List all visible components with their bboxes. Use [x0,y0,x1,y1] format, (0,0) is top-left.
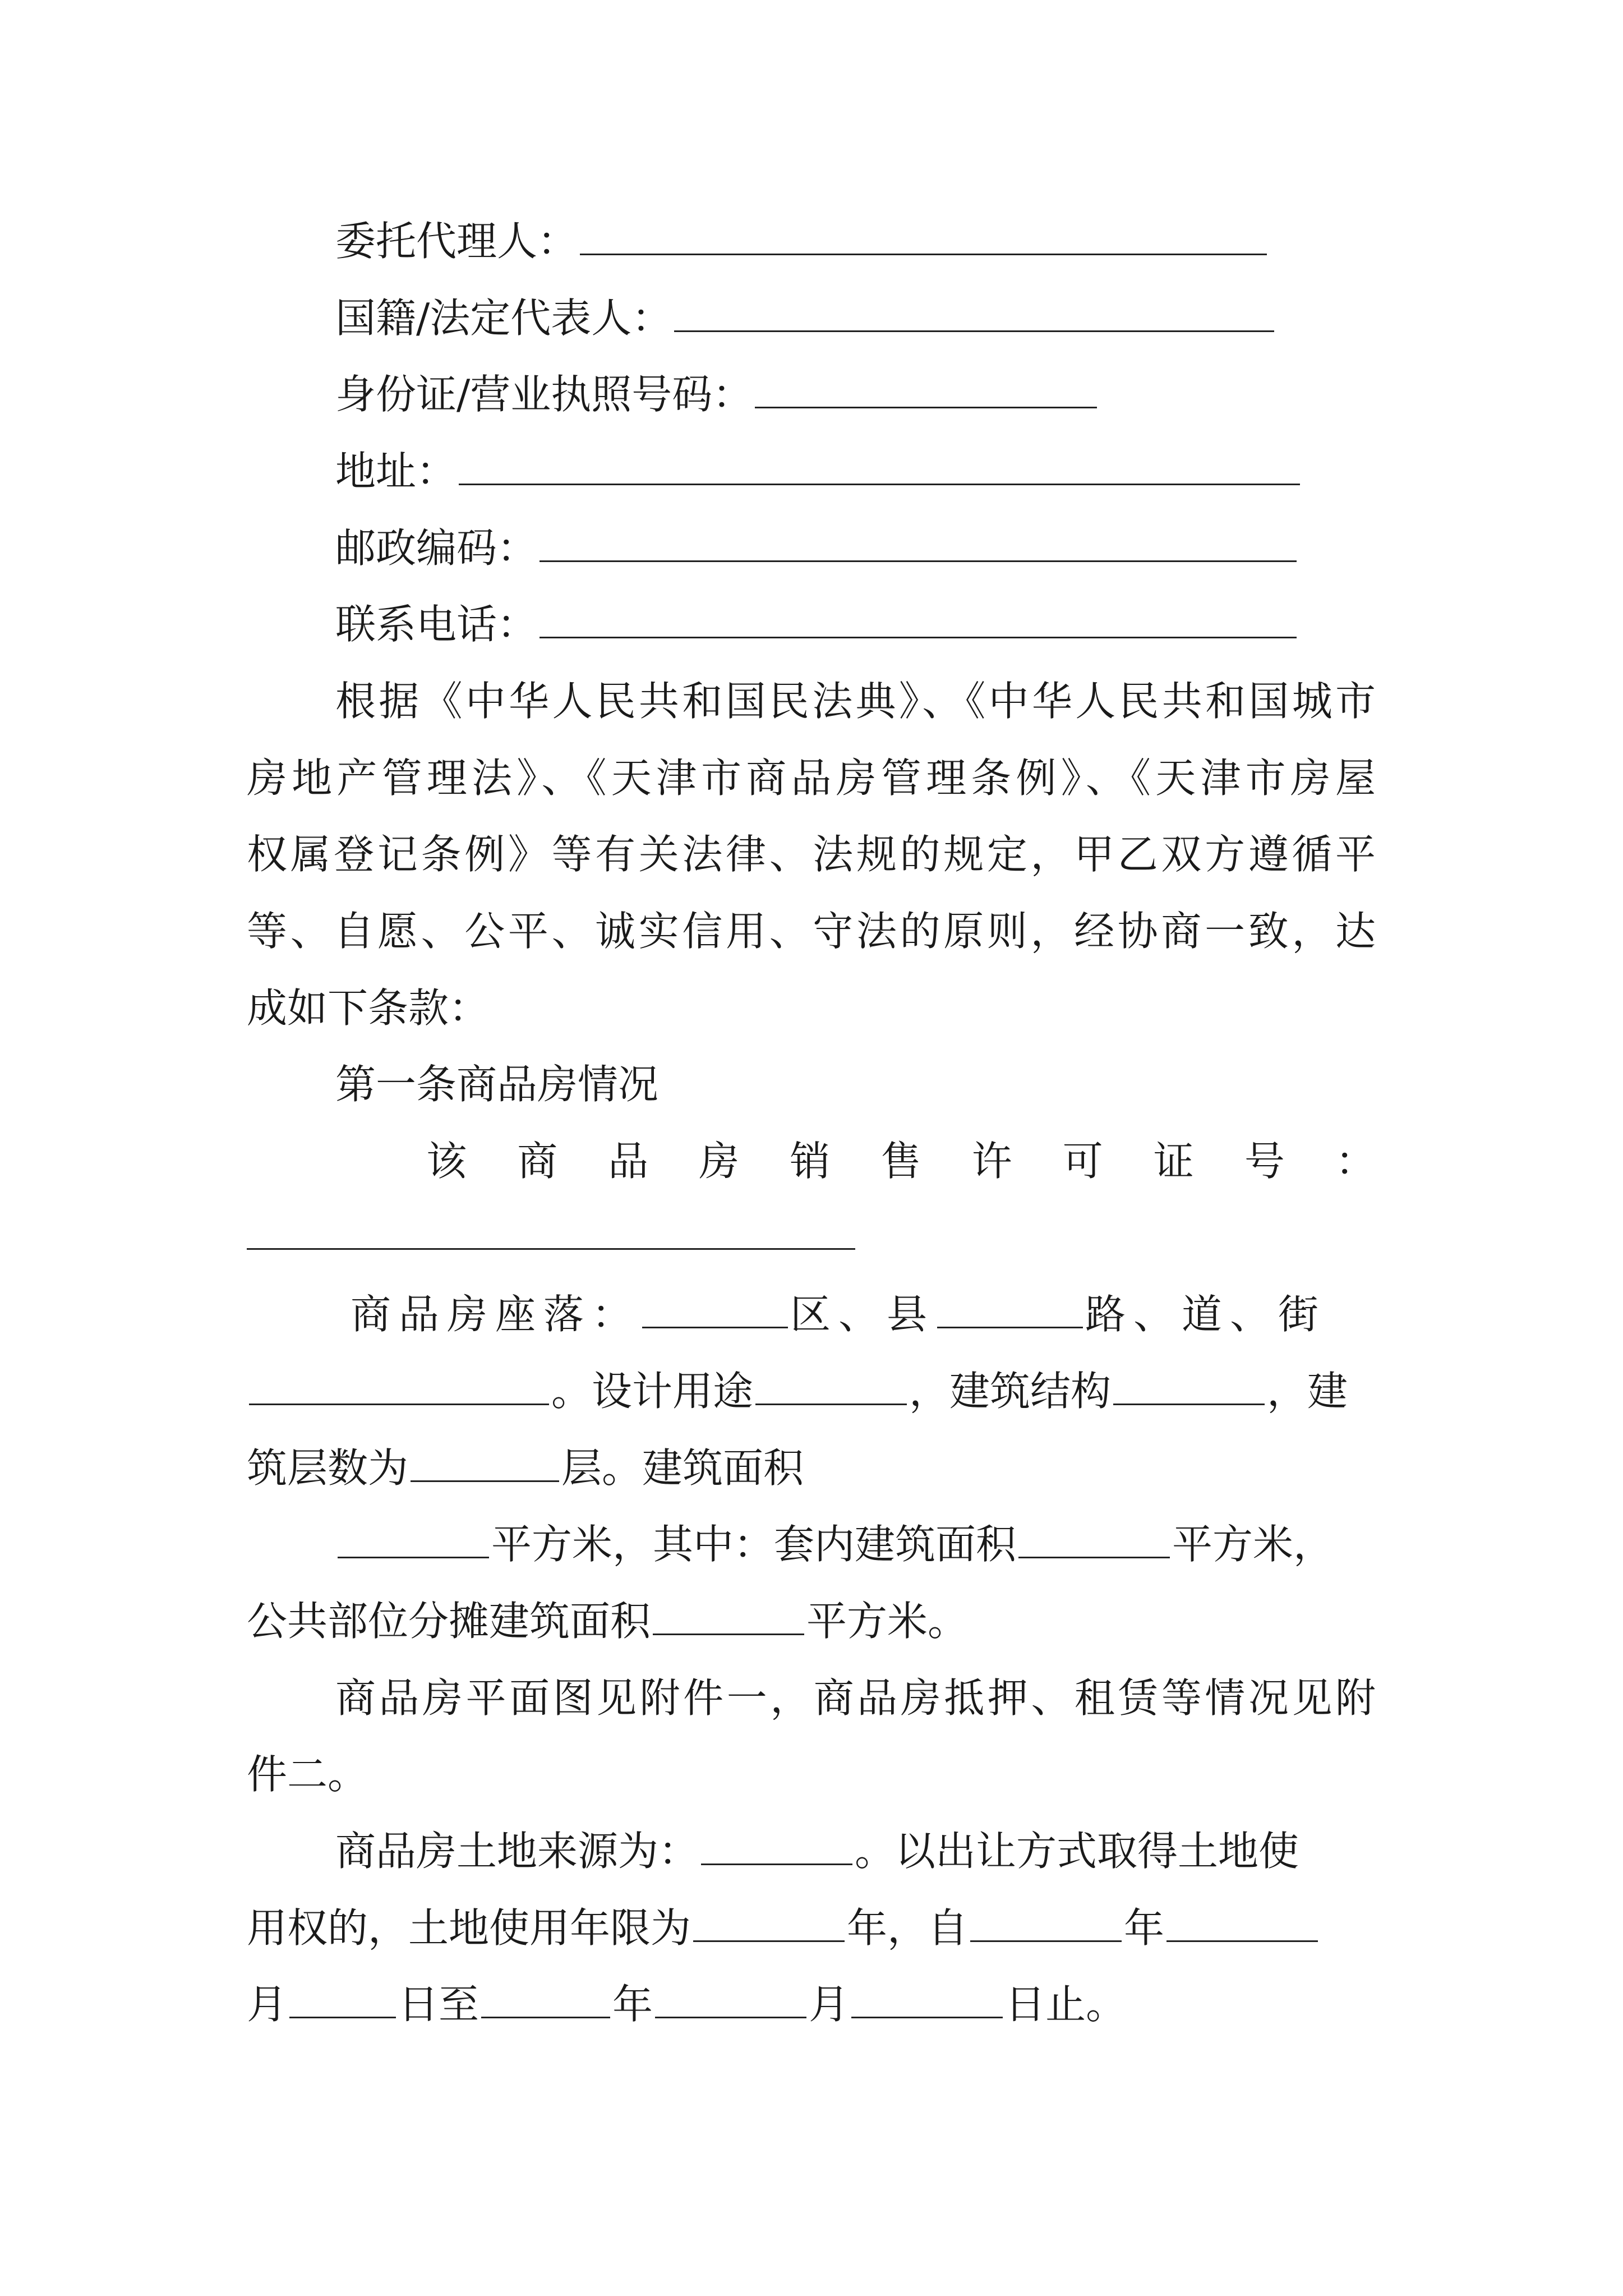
area-unit-end: 平方米， [1172,1521,1334,1568]
area-unit: 平方米，其中：套内建筑面积 [491,1521,1017,1568]
inner-area-blank[interactable] [1018,1523,1170,1558]
field-id-number [335,369,1099,420]
day-to-label: 日至 [398,1981,479,2028]
land-source-blank[interactable] [701,1830,852,1865]
preamble-line-4: 等、自愿、公平、诚实信用、守法的原则，经协商一致，达 [247,908,1376,955]
area-line [335,1519,1334,1570]
month-label-2: 月 [809,1981,850,2028]
preamble-line-5: 成如下条款： [247,984,490,1032]
attachments-line-2: 件二。 [247,1751,368,1798]
year-label-1: 年 [1124,1904,1165,1952]
location-blank-1[interactable] [642,1293,788,1328]
location-district: 区、县 [790,1291,935,1338]
month-label-1: 月 [247,1981,288,2028]
land-source-2: 。以出让方式取得土地使 [855,1828,1299,1875]
license-blank[interactable] [247,1248,855,1250]
article-1-title: 第一条商品房情况 [335,1061,659,1108]
floors-line-start: 筑层数为 [247,1444,409,1492]
from-year-blank[interactable] [970,1907,1122,1942]
floors-line [247,1443,804,1493]
from-month-blank[interactable] [1166,1907,1318,1942]
field-id-number-label: 身份证/营业执照号码： [335,371,753,418]
field-nationality-rep-label: 国籍/法定代表人： [335,295,672,342]
area-blank[interactable] [338,1523,489,1558]
field-address-label: 地址： [335,448,457,495]
from-day-blank[interactable] [289,1983,396,2018]
design-use-blank[interactable] [755,1370,907,1405]
land-source-line [335,1826,1299,1876]
to-year-blank[interactable] [481,1983,610,2018]
end-label: 日止。 [1005,1981,1127,2028]
location-blank-2[interactable] [937,1293,1083,1328]
shared-area-label: 公共部位分摊建筑面积 [247,1598,651,1645]
floors-blank[interactable] [411,1447,559,1482]
design-line [247,1366,1348,1416]
year-from-label: 年，自 [847,1904,969,1952]
field-phone-blank[interactable] [540,603,1297,638]
preamble-line-1: 根据《中华人民共和国民法典》、《中华人民共和国城市 [335,678,1376,725]
field-postcode [335,523,1299,573]
field-agent [335,216,1269,266]
shared-area-end: 平方米。 [806,1598,969,1645]
land-source-label: 商品房土地来源为： [335,1828,699,1875]
location-line [351,1289,1326,1340]
attachments-line-1: 商品房平面图见附件一，商品房抵押、租赁等情况见附 [335,1674,1376,1722]
year-label-2: 年 [612,1981,653,2028]
field-phone [335,599,1299,650]
field-id-number-blank[interactable] [755,373,1097,408]
shared-area-line [247,1596,968,1646]
field-nationality-rep-blank[interactable] [674,297,1274,332]
to-day-blank[interactable] [851,1983,1003,2018]
field-address-blank[interactable] [459,450,1300,485]
field-address [335,446,1302,496]
field-phone-label: 联系电话： [335,601,538,648]
license-label: 该商品房销售许可证号： [426,1138,1376,1185]
to-month-blank[interactable] [655,1983,806,2018]
field-postcode-blank[interactable] [540,527,1297,562]
floors-prefix: ，建 [1267,1368,1348,1415]
structure-blank[interactable] [1113,1370,1265,1405]
field-agent-label: 委托代理人： [335,218,578,265]
field-agent-blank[interactable] [580,220,1267,255]
preamble-line-3: 权属登记条例》等有关法律、法规的规定，甲乙双方遵循平 [247,831,1376,878]
design-use-label: 。设计用途 [551,1368,754,1415]
location-blank-3[interactable] [249,1370,549,1405]
field-postcode-label: 邮政编码： [335,524,538,572]
land-use-label: 用权的，土地使用年限为 [247,1904,691,1952]
location-road: 路、道、街 [1085,1291,1327,1338]
shared-area-blank[interactable] [653,1600,804,1635]
land-use-line [247,1903,1320,1953]
floors-suffix: 层。建筑面积 [561,1444,804,1492]
date-range-line [247,1979,1126,2030]
field-nationality-rep [335,293,1276,343]
location-label: 商品房座落： [351,1291,640,1338]
preamble-line-2: 房地产管理法》、《天津市商品房管理条例》、《天津市房屋 [247,754,1376,802]
land-years-blank[interactable] [693,1907,845,1942]
structure-label: ，建筑结构 [909,1368,1112,1415]
